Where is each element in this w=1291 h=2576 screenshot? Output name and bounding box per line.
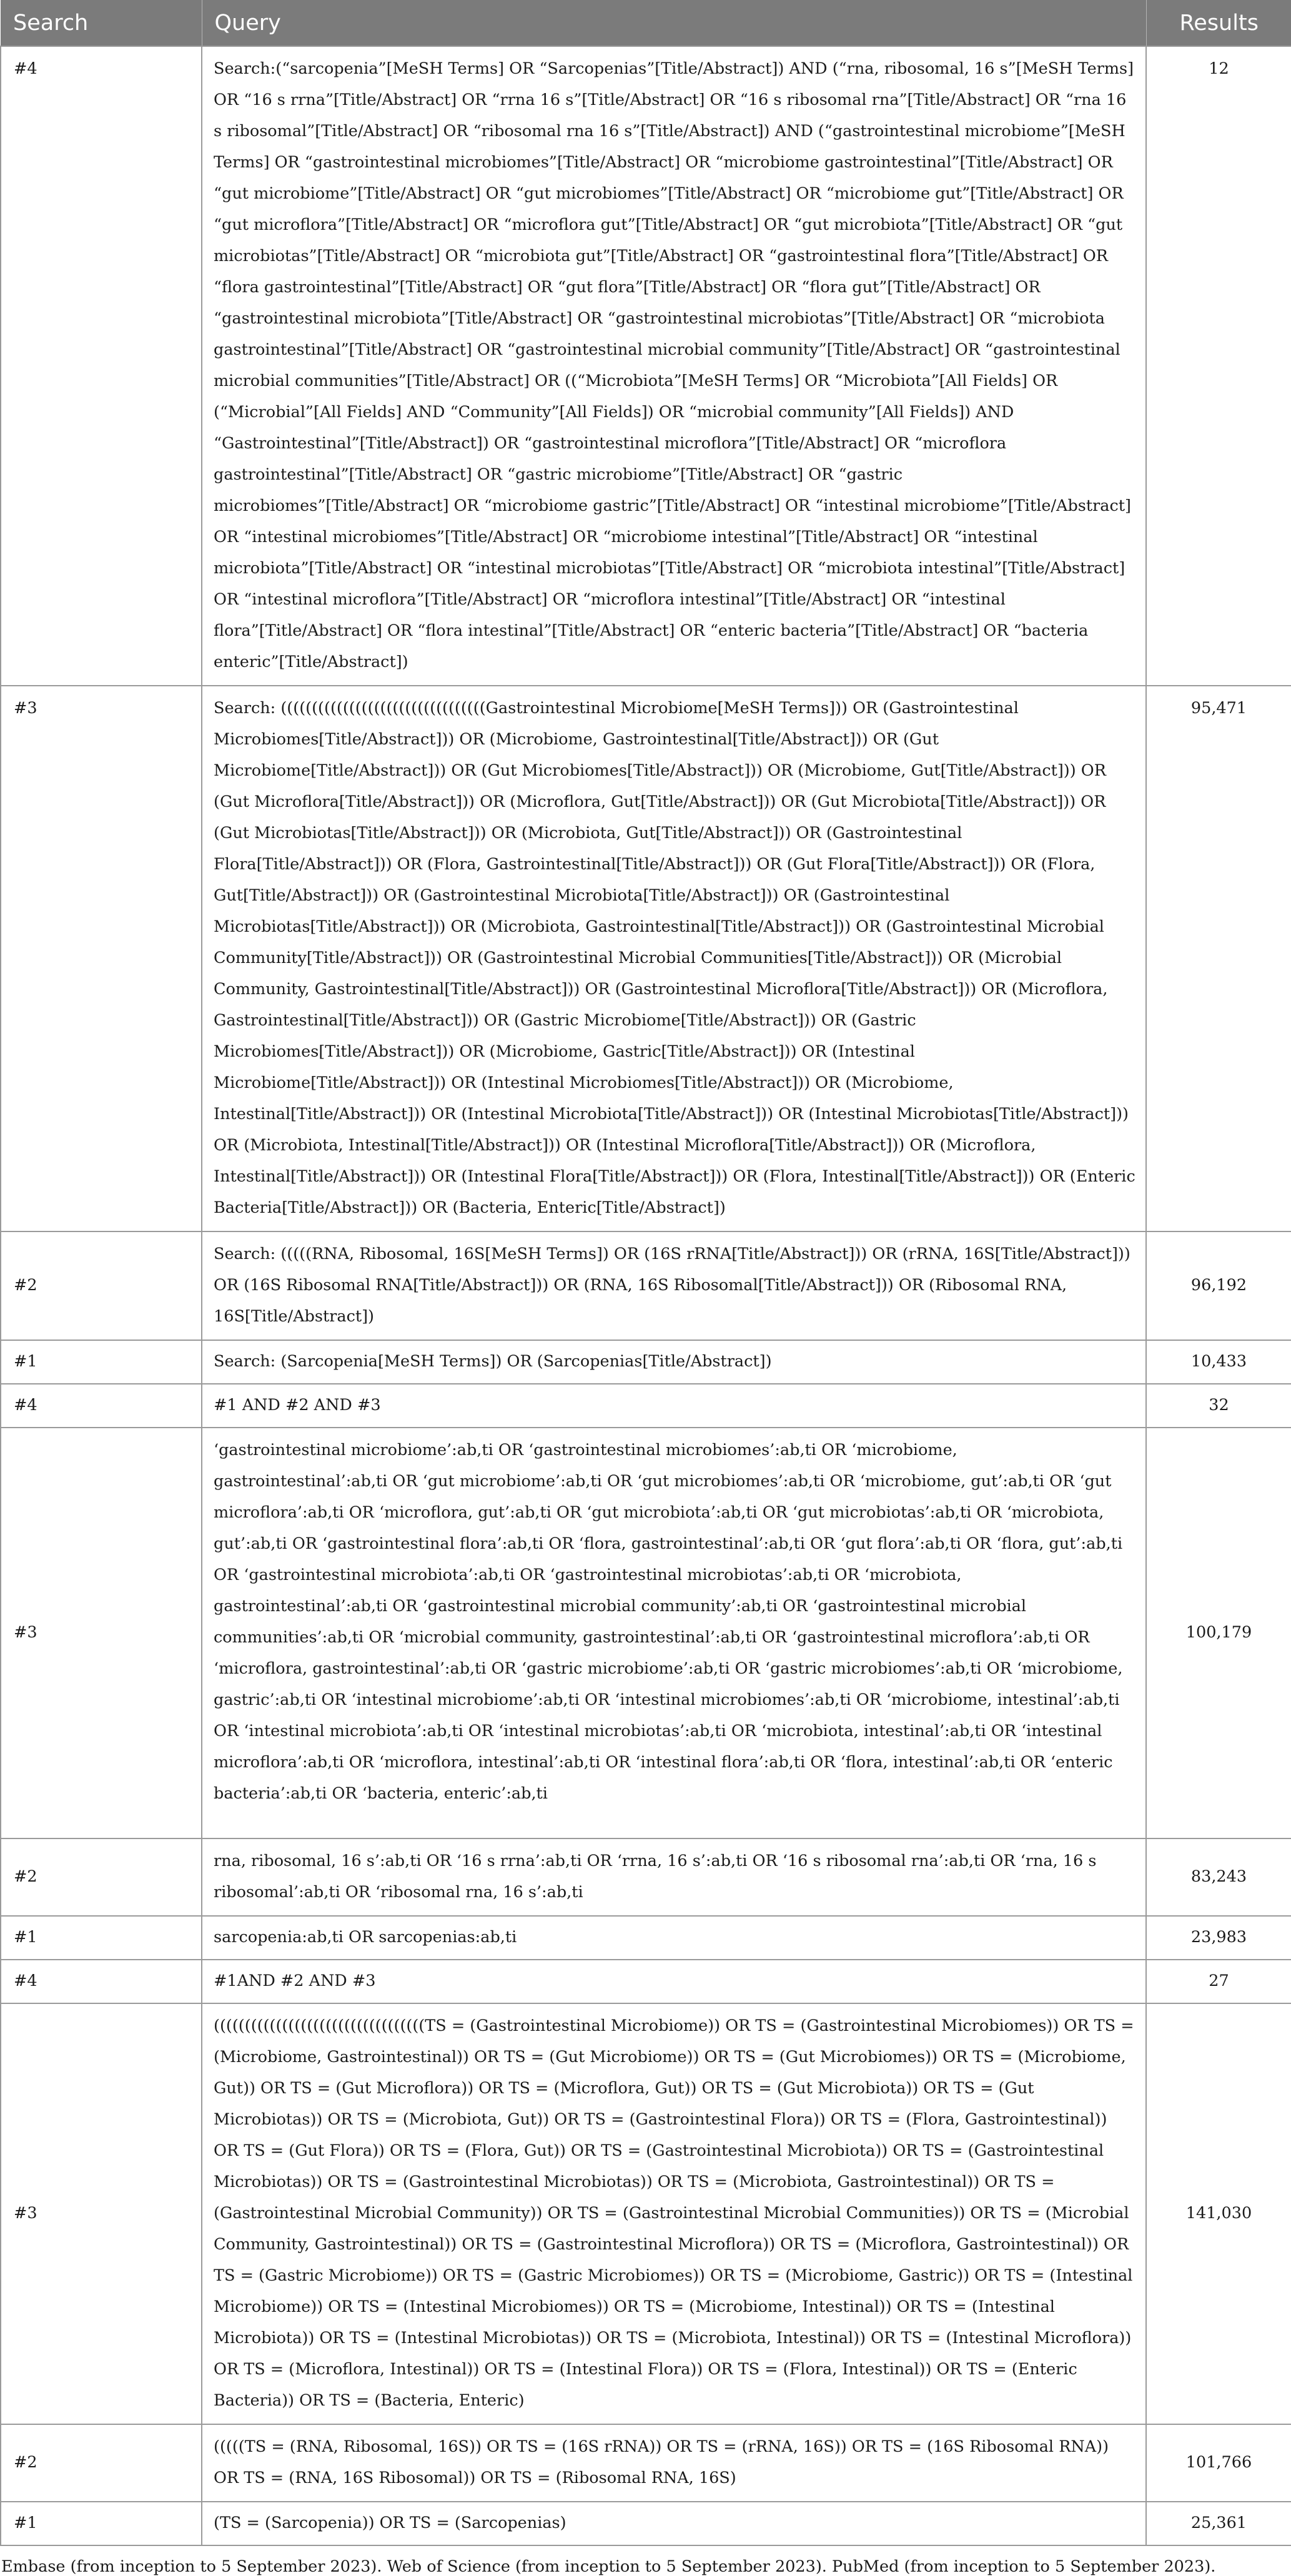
query-cell: sarcopenia:ab,ti OR sarcopenias:ab,ti bbox=[202, 1916, 1146, 1960]
results-cell: 10,433 bbox=[1146, 1340, 1291, 1384]
search-id-cell: #1 bbox=[1, 1340, 202, 1384]
table-row bbox=[1, 2003, 1291, 2424]
results-cell: 96,192 bbox=[1146, 1231, 1291, 1340]
table-row bbox=[1, 1428, 1291, 1838]
search-id-cell: #4 bbox=[1, 1960, 202, 2003]
query-cell: Search: (((((((((((((((((((((((((((((((((Gastrointestinal Microbiome[MeSH Terms])) OR (Gastrointestinal Microbiomes[Title/Abstract])) OR (Microbiome, Gastrointestinal[Title/Abstract])) OR (Gut Microbiome[Title/Abstract])) OR (Gut Microbiomes[Title/Abstract])) OR (Microbiome, Gut[Title/Abstract])) OR (Gut Microflora[Title/Abstract])) OR (Microflora, Gut[Title/Abstract])) OR (Gut Microbiota[Title/Abstract])) OR (Gut Microbiotas[Title/Abstract])) OR (Microbiota, Gut[Title/Abstract])) OR (Gastrointestinal Flora[Title/Abstract])) OR (Flora, Gastrointestinal[Title/Abstract])) OR (Gut Flora[Title/Abstract])) OR (Flora, Gut[Title/Abstract])) OR (Gastrointestinal Microbiota[Title/Abstract])) OR (Gastrointestinal Microbiotas[Title/Abstract])) OR (Microbiota, Gastrointestinal[Title/Abstract])) OR (Gastrointestinal Microbial Community[Title/Abstract])) OR (Gastrointestinal Microbial Communities[Title/Abstract])) OR (Microbial Community, Gastrointestinal[Title/Abstract])) OR (Gastrointestinal Microflora[Title/Abstract])) OR (Microflora, Gastrointestinal[Title/Abstract])) OR (Gastric Microbiome[Title/Abstract])) OR (Gastric Microbiomes[Title/Abstract])) OR (Microbiome, Gastric[Title/Abstract])) OR (Intestinal Microbiome[Title/Abstract])) OR (Intestinal Microbiomes[Title/Abstract])) OR (Microbiome, Intestinal[Title/Abstract])) OR (Intestinal Microbiota[Title/Abstract])) OR (Intestinal Microbiotas[Title/Abstract])) OR (Microbiota, Intestinal[Title/Abstract])) OR (Intestinal Microflora[Title/Abstract])) OR (Microflora, Intestinal[Title/Abstract])) OR (Intestinal Flora[Title/Abstract])) OR (Flora, Intestinal[Title/Abstract])) OR (Enteric Bacteria[Title/Abstract])) OR (Bacteria, Enteric[Title/Abstract]) bbox=[202, 686, 1146, 1231]
results-cell: 141,030 bbox=[1146, 2003, 1291, 2424]
results-cell: 101,766 bbox=[1146, 2424, 1291, 2502]
table-row bbox=[1, 1231, 1291, 1340]
table-row bbox=[1, 46, 1291, 686]
query-cell: Search:(“sarcopenia”[MeSH Terms] OR “Sarcopenias”[Title/Abstract]) AND (“rna, ribosomal, 16 s”[MeSH Terms] OR “16 s rrna”[Title/Abstract] OR “rrna 16 s”[Title/Abstract] OR “16 s ribosomal rna”[Title/Abstract] OR “rna 16 s ribosomal”[Title/Abstract] OR “ribosomal rna 16 s”[Title/Abstract]) AND (“gastrointestinal microbiome”[MeSH Terms] OR “gastrointestinal microbiomes”[Title/Abstract] OR “microbiome gastrointestinal”[Title/Abstract] OR “gut microbiome”[Title/Abstract] OR “gut microbiomes”[Title/Abstract] OR “microbiome gut”[Title/Abstract] OR “gut microflora”[Title/Abstract] OR “microflora gut”[Title/Abstract] OR “gut microbiota”[Title/Abstract] OR “gut microbiotas”[Title/Abstract] OR “microbiota gut”[Title/Abstract] OR “gastrointestinal flora”[Title/Abstract] OR “flora gastrointestinal”[Title/Abstract] OR “gut flora”[Title/Abstract] OR “flora gut”[Title/Abstract] OR “gastrointestinal microbiota”[Title/Abstract] OR “gastrointestinal microbiotas”[Title/Abstract] OR “microbiota gastrointestinal”[Title/Abstract] OR “gastrointestinal microbial community”[Title/Abstract] OR “gastrointestinal microbial communities”[Title/Abstract] OR ((“Microbiota”[MeSH Terms] OR “Microbiota”[All Fields] OR (“Microbial”[All Fields] AND “Community”[All Fields]) OR “microbial community”[All Fields]) AND “Gastrointestinal”[Title/Abstract]) OR “gastrointestinal microflora”[Title/Abstract] OR “microflora gastrointestinal”[Title/Abstract] OR “gastric microbiome”[Title/Abstract] OR “gastric microbiomes”[Title/Abstract] OR “microbiome gastric”[Title/Abstract] OR “intestinal microbiome”[Title/Abstract] OR “intestinal microbiomes”[Title/Abstract] OR “microbiome intestinal”[Title/Abstract] OR “intestinal microbiota”[Title/Abstract] OR “intestinal microbiotas”[Title/Abstract] OR “microbiota intestinal”[Title/Abstract] OR “intestinal microflora”[Title/Abstract] OR “microflora intestinal”[Title/Abstract] OR “intestinal flora”[Title/Abstract] OR “flora intestinal”[Title/Abstract] OR “enteric bacteria”[Title/Abstract] OR “bacteria enteric”[Title/Abstract]) bbox=[202, 46, 1146, 686]
column-header-search: Search bbox=[1, 0, 202, 46]
results-cell: 25,361 bbox=[1146, 2502, 1291, 2545]
table-footnote: Embase (from inception to 5 September 2023). Web of Science (from inception to 5 September 2023). PubMed (from inception to 5 September 2023). bbox=[1, 2557, 1216, 2576]
table-row bbox=[1, 1838, 1291, 1916]
search-id-cell: #2 bbox=[1, 2424, 202, 2502]
results-cell: 100,179 bbox=[1146, 1428, 1291, 1838]
results-cell: 32 bbox=[1146, 1384, 1291, 1428]
search-id-cell: #3 bbox=[1, 2003, 202, 2424]
column-header-results: Results bbox=[1146, 0, 1291, 46]
search-id-cell: #2 bbox=[1, 1838, 202, 1916]
query-cell: #1 AND #2 AND #3 bbox=[202, 1384, 1146, 1428]
query-cell: (TS = (Sarcopenia)) OR TS = (Sarcopenias) bbox=[202, 2502, 1146, 2545]
search-id-cell: #4 bbox=[1, 46, 202, 686]
results-cell: 23,983 bbox=[1146, 1916, 1291, 1960]
results-cell: 95,471 bbox=[1146, 686, 1291, 1231]
query-cell: rna, ribosomal, 16 s’:ab,ti OR ‘16 s rrna’:ab,ti OR ‘rrna, 16 s’:ab,ti OR ‘16 s ribosomal rna’:ab,ti OR ‘rna, 16 s ribosomal’:ab,ti OR ‘ribosomal rna, 16 s’:ab,ti bbox=[202, 1838, 1146, 1916]
query-cell: (((((TS = (RNA, Ribosomal, 16S)) OR TS = (16S rRNA)) OR TS = (rRNA, 16S)) OR TS = (16S Ribosomal RNA)) OR TS = (RNA, 16S Ribosomal)) OR TS = (Ribosomal RNA, 16S) bbox=[202, 2424, 1146, 2502]
query-cell: #1AND #2 AND #3 bbox=[202, 1960, 1146, 2003]
query-cell: Search: (Sarcopenia[MeSH Terms]) OR (Sarcopenias[Title/Abstract]) bbox=[202, 1340, 1146, 1384]
results-cell: 83,243 bbox=[1146, 1838, 1291, 1916]
results-cell: 12 bbox=[1146, 46, 1291, 686]
search-id-cell: #1 bbox=[1, 1916, 202, 1960]
query-cell: ((((((((((((((((((((((((((((((((((TS = (Gastrointestinal Microbiome)) OR TS = (Gastrointestinal Microbiomes)) OR TS = (Microbiome, Gastrointestinal)) OR TS = (Gut Microbiome)) OR TS = (Gut Microbiomes)) OR TS = (Microbiome, Gut)) OR TS = (Gut Microflora)) OR TS = (Microflora, Gut)) OR TS = (Gut Microbiota)) OR TS = (Gut Microbiotas)) OR TS = (Microbiota, Gut)) OR TS = (Gastrointestinal Flora)) OR TS = (Flora, Gastrointestinal)) OR TS = (Gut Flora)) OR TS = (Flora, Gut)) OR TS = (Gastrointestinal Microbiota)) OR TS = (Gastrointestinal Microbiotas)) OR TS = (Gastrointestinal Microbiotas)) OR TS = (Microbiota, Gastrointestinal)) OR TS = (Gastrointestinal Microbial Community)) OR TS = (Gastrointestinal Microbial Communities)) OR TS = (Microbial Community, Gastrointestinal)) OR TS = (Gastrointestinal Microflora)) OR TS = (Microflora, Gastrointestinal)) OR TS = (Gastric Microbiome)) OR TS = (Gastric Microbiomes)) OR TS = (Microbiome, Gastric)) OR TS = (Intestinal Microbiome)) OR TS = (Intestinal Microbiomes)) OR TS = (Microbiome, Intestinal)) OR TS = (Intestinal Microbiota)) OR TS = (Intestinal Microbiotas)) OR TS = (Microbiota, Intestinal)) OR TS = (Intestinal Microflora)) OR TS = (Microflora, Intestinal)) OR TS = (Intestinal Flora)) OR TS = (Flora, Intestinal)) OR TS = (Enteric Bacteria)) OR TS = (Bacteria, Enteric) bbox=[202, 2003, 1146, 2424]
column-header-query: Query bbox=[202, 0, 1146, 46]
table-row bbox=[1, 1340, 1291, 1384]
table-row bbox=[1, 2502, 1291, 2545]
search-id-cell: #1 bbox=[1, 2502, 202, 2545]
table-row bbox=[1, 1384, 1291, 1428]
query-cell: Search: (((((RNA, Ribosomal, 16S[MeSH Terms]) OR (16S rRNA[Title/Abstract])) OR (rRNA, 16S[Title/Abstract])) OR (16S Ribosomal RNA[Title/Abstract])) OR (RNA, 16S Ribosomal[Title/Abstract])) OR (Ribosomal RNA, 16S[Title/Abstract]) bbox=[202, 1231, 1146, 1340]
search-id-cell: #3 bbox=[1, 1428, 202, 1838]
table-row bbox=[1, 2424, 1291, 2502]
search-id-cell: #4 bbox=[1, 1384, 202, 1428]
table-row bbox=[1, 1916, 1291, 1960]
search-id-cell: #2 bbox=[1, 1231, 202, 1340]
table-row bbox=[1, 1960, 1291, 2003]
table-row bbox=[1, 686, 1291, 1231]
search-id-cell: #3 bbox=[1, 686, 202, 1231]
table-header-row bbox=[1, 0, 1291, 46]
results-cell: 27 bbox=[1146, 1960, 1291, 2003]
query-cell: ‘gastrointestinal microbiome’:ab,ti OR ‘gastrointestinal microbiomes’:ab,ti OR ‘microbiome, gastrointestinal’:ab,ti OR ‘gut microbiome’:ab,ti OR ‘gut microbiomes’:ab,ti OR ‘microbiome, gut’:ab,ti OR ‘gut microflora’:ab,ti OR ‘microflora, gut’:ab,ti OR ‘gut microbiota’:ab,ti OR ‘gut microbiotas’:ab,ti OR ‘microbiota, gut’:ab,ti OR ‘gastrointestinal flora’:ab,ti OR ‘flora, gastrointestinal’:ab,ti OR ‘gut flora’:ab,ti OR ‘flora, gut’:ab,ti OR ‘gastrointestinal microbiota’:ab,ti OR ‘gastrointestinal microbiotas’:ab,ti OR ‘microbiota, gastrointestinal’:ab,ti OR ‘gastrointestinal microbial community’:ab,ti OR ‘gastrointestinal microbial communities’:ab,ti OR ‘microbial community, gastrointestinal’:ab,ti OR ‘gastrointestinal microflora’:ab,ti OR ‘microflora, gastrointestinal’:ab,ti OR ‘gastric microbiome’:ab,ti OR ‘gastric microbiomes’:ab,ti OR ‘microbiome, gastric’:ab,ti OR ‘intestinal microbiome’:ab,ti OR ‘intestinal microbiomes’:ab,ti OR ‘microbiome, intestinal’:ab,ti OR ‘intestinal microbiota’:ab,ti OR ‘intestinal microbiotas’:ab,ti OR ‘microbiota, intestinal’:ab,ti OR ‘intestinal microflora’:ab,ti OR ‘microflora, intestinal’:ab,ti OR ‘intestinal flora’:ab,ti OR ‘flora, intestinal’:ab,ti OR ‘enteric bacteria’:ab,ti OR ‘bacteria, enteric’:ab,ti bbox=[202, 1428, 1146, 1838]
